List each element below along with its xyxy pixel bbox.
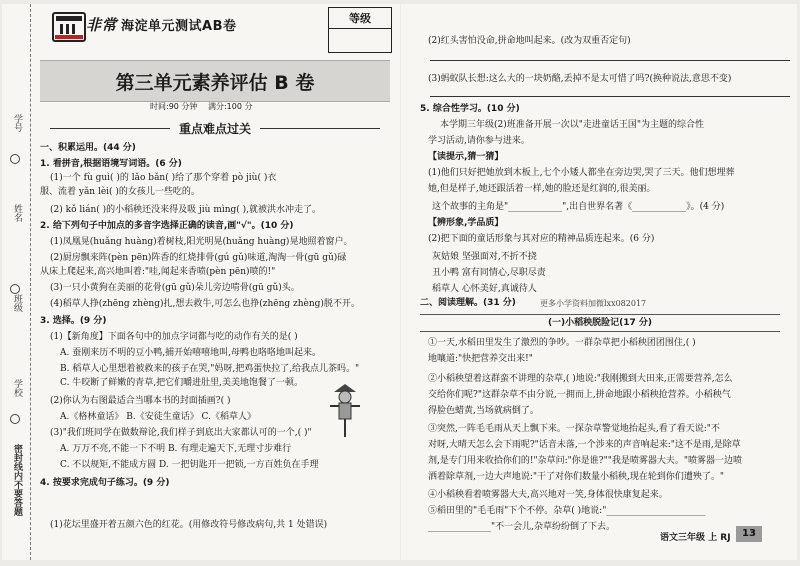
scarecrow-illustration bbox=[328, 382, 362, 438]
question-line: (4)稻草人挣(zhēng zhèng)扎,想去救牛,可怎么也挣(zhēng zhèng)脱不开。 bbox=[50, 299, 360, 309]
footer-subject: 语文三年级 上 RJ bbox=[660, 533, 731, 543]
question-line: 稻草人 心怀美好,真诚待人 bbox=[432, 284, 537, 294]
binding-hole bbox=[10, 284, 20, 294]
question-line: 服、流着 yǎn lèi( )的女孩儿一些吃的。 bbox=[40, 187, 200, 197]
class-label: 班级 bbox=[12, 294, 22, 312]
question-line: (2) kǒ lián( )的小稻秧还没来得及吸 jiù mìng( ),就被洪水冲走了。 bbox=[50, 205, 322, 215]
binding-hole bbox=[10, 414, 20, 424]
question-line: B. 稻草人心里想着被救来的孩子在哭,"妈呀,把鸡蛋快拉了,给我点儿茶吗。" bbox=[60, 364, 360, 374]
question-line: (1)花坛里盛开着五颜六色的红花。(用修改符号修改病句,共 1 处错误) bbox=[50, 520, 328, 530]
question-line: (3)一只小黄狗在美丽的花骨(gū gǔ)朵儿旁边啃骨(gū gǔ)头。 bbox=[50, 283, 300, 293]
question-line: 对呀,大晴天怎么会下雨呢?"话音未落,一个涉来的声音响起来:"这不是雨,是除草 bbox=[428, 440, 741, 450]
question-line: 丑小鸭 富有同情心,尽职尽责 bbox=[432, 268, 546, 278]
student-id-label: 学号 bbox=[12, 114, 22, 132]
seal-line-warning: 密封线内不要答题 bbox=[12, 444, 22, 516]
name-label: 姓名 bbox=[12, 204, 22, 222]
question-line: (2)厨房飘来阵(pèn pēn)阵香的红烧排骨(gú gǔ)味道,淘淘一骨(gū gǔ)碌 bbox=[50, 253, 347, 263]
question-line: 3. 选择。(9 分) bbox=[40, 316, 107, 326]
question-line: (1)凤凰晃(huǎng huàng)着树枝,阳光明晃(huǎng huàng)晃地照着窗户。 bbox=[50, 237, 353, 247]
binding-margin bbox=[2, 4, 31, 560]
question-line: ②小稻秧望着这群蛮不讲理的杂草,( )地说:"我刚搬到大田来,正需要营养,怎么 bbox=[428, 374, 733, 384]
question-line: A.《格林童话》 B.《安徒生童话》 C.《稻草人》 bbox=[60, 412, 256, 422]
series-name: 海淀单元测试AB卷 bbox=[121, 19, 237, 34]
question-line: (1)他们只好把她放到木板上,七个小矮人都坐在旁边哭,哭了三天。他们想埋葬 bbox=[428, 168, 735, 178]
time-limit: 时间:90 分钟 bbox=[150, 102, 198, 111]
question-line: 5. 综合性学习。(10 分) bbox=[420, 104, 520, 114]
question-line: 一、积累运用。(44 分) bbox=[40, 143, 136, 153]
answer-line[interactable] bbox=[430, 60, 790, 61]
watermark-note: 更多小学资料加微lxx082017 bbox=[540, 299, 647, 308]
question-line: 剂,是专门用来收拾你们的!"杂草问:"你是谁?""我是喷雾器大夫。"喷雾器一边喷 bbox=[428, 456, 743, 466]
binding-hole bbox=[10, 154, 20, 164]
question-line: A. 蚕刚来历不明的豆小鸭,捕开始嘻嘻地叫,母鸭也咯咯地叫起来。 bbox=[60, 348, 321, 358]
question-line: C. 不以规矩,不能成方圆 D. 一把钥匙开一把锁,一方百姓负在手理 bbox=[60, 460, 319, 470]
school-label: 学校 bbox=[12, 379, 22, 397]
exam-meta bbox=[150, 101, 260, 112]
question-line: A. 万万不亮,不能一下不明 B. 有理走遍天下,无理寸步难行 bbox=[60, 444, 292, 454]
question-line: 【辨形象,学品质】 bbox=[428, 218, 504, 228]
section-header bbox=[40, 120, 390, 136]
answer-line[interactable] bbox=[430, 96, 790, 97]
page-number: 13 bbox=[736, 526, 762, 542]
section-title: 重点难点过关 bbox=[178, 122, 251, 136]
publisher-logo bbox=[52, 12, 86, 42]
question-line: 这个故事的主角是"____________",出自世界名著《____________》。(4 分) bbox=[432, 202, 725, 212]
question-line: ①一天,水稻田里发生了激烈的争吵。一群杂草把小稻秧团团围住,( ) bbox=[428, 338, 696, 348]
question-line: 4. 按要求完成句子练习。(9 分) bbox=[40, 478, 170, 488]
question-line: (1)【新角度】下面各句中的加点字词都与吃的动作有关的是( ) bbox=[50, 332, 298, 342]
question-line: 地嚷道:"快把营养交出来!" bbox=[428, 354, 533, 364]
question-line: ______________"不一会儿,杂草纷纷倒了下去。 bbox=[428, 522, 616, 532]
question-line: 1. 看拼音,根据语境写词语。(6 分) bbox=[40, 159, 182, 169]
question-line: ⑤稻田里的"毛毛雨"下个不停。杂草( )地说:"______________________ bbox=[428, 506, 706, 516]
story-title: (一)小稻秧脱险记(17 分) bbox=[547, 318, 653, 328]
question-line: (1)一个 fù guì( )的 lǎo bǎn( )给了那个穿着 pò jiù( )衣 bbox=[50, 173, 277, 183]
story-header bbox=[420, 314, 780, 332]
question-line: (2)你认为右图最适合当哪本书的封面插画?( ) bbox=[50, 396, 231, 406]
question-line: 得脸色蜡黄,当场就病倒了。 bbox=[428, 406, 539, 416]
question-line: 交给你们呢?"这群杂草不由分说,一拥而上,拼命地跟小稻秧抢营养。小稻秧气 bbox=[428, 390, 731, 400]
question-line: 2. 给下列句子中加点的多音字选择正确的读音,画"√"。(10 分) bbox=[40, 221, 294, 231]
series-title bbox=[86, 14, 237, 35]
question-line: 【读提示,猜一猜】 bbox=[428, 152, 504, 162]
question-line: 本学期三年级(2)班准备开展一次以"走进童话王国"为主题的综合性 bbox=[440, 120, 705, 130]
question-line: (3)蚂蚁队长想:这么大的一块奶酪,丢掉不是太可惜了吗?(换种说法,意思不变) bbox=[428, 74, 732, 84]
question-line: 学习活动,请你参与进来。 bbox=[428, 136, 530, 146]
question-line: C. 牛咬断了鲜嫩的青草,把它们嚼进肚里,美美地饱餐了一顿。 bbox=[60, 378, 304, 388]
grade-label: 等级 bbox=[329, 10, 391, 29]
full-score: 满分:100 分 bbox=[207, 102, 253, 111]
question-line: 她,但是样子,她还跟活着一样,她的脸还是红润的,很美丽。 bbox=[428, 184, 656, 194]
question-line: (2)红头害怕没命,拼命地叫起来。(改为双重否定句) bbox=[428, 36, 631, 46]
series-brand: 非常 bbox=[86, 16, 118, 34]
grade-box bbox=[328, 7, 392, 53]
question-line: (2)把下面的童话形象与其对应的精神品质连起来。(6 分) bbox=[428, 234, 655, 244]
question-line: 灰姑娘 坚强面对,不折不挠 bbox=[432, 252, 537, 262]
title-banner bbox=[40, 60, 390, 102]
question-line: 二、阅读理解。(31 分) bbox=[420, 298, 516, 308]
question-line: 洒着除草剂,一边大声地说:"干了对你们数量小稻秧,现在轮到你们遭殃了。" bbox=[428, 472, 725, 482]
question-line: ③突然,一阵毛毛雨从天上飘下来。一探杂草警觉地抬起头,看了看天说:"不 bbox=[428, 424, 720, 434]
question-line: (3)"我们班同学在做数辩论,我们样子到底出大家都认可的一个,( )" bbox=[50, 428, 312, 438]
question-line: 从床上爬起来,高兴地叫着:"哇,闻起来香喷(pèn pēn)喷的!" bbox=[40, 267, 276, 277]
exam-title: 第三单元素养评估 B 卷 bbox=[115, 72, 315, 94]
question-line: ④小稻秧看着喷雾器大夫,高兴地对一笑,身体很快康复起来。 bbox=[428, 490, 668, 500]
